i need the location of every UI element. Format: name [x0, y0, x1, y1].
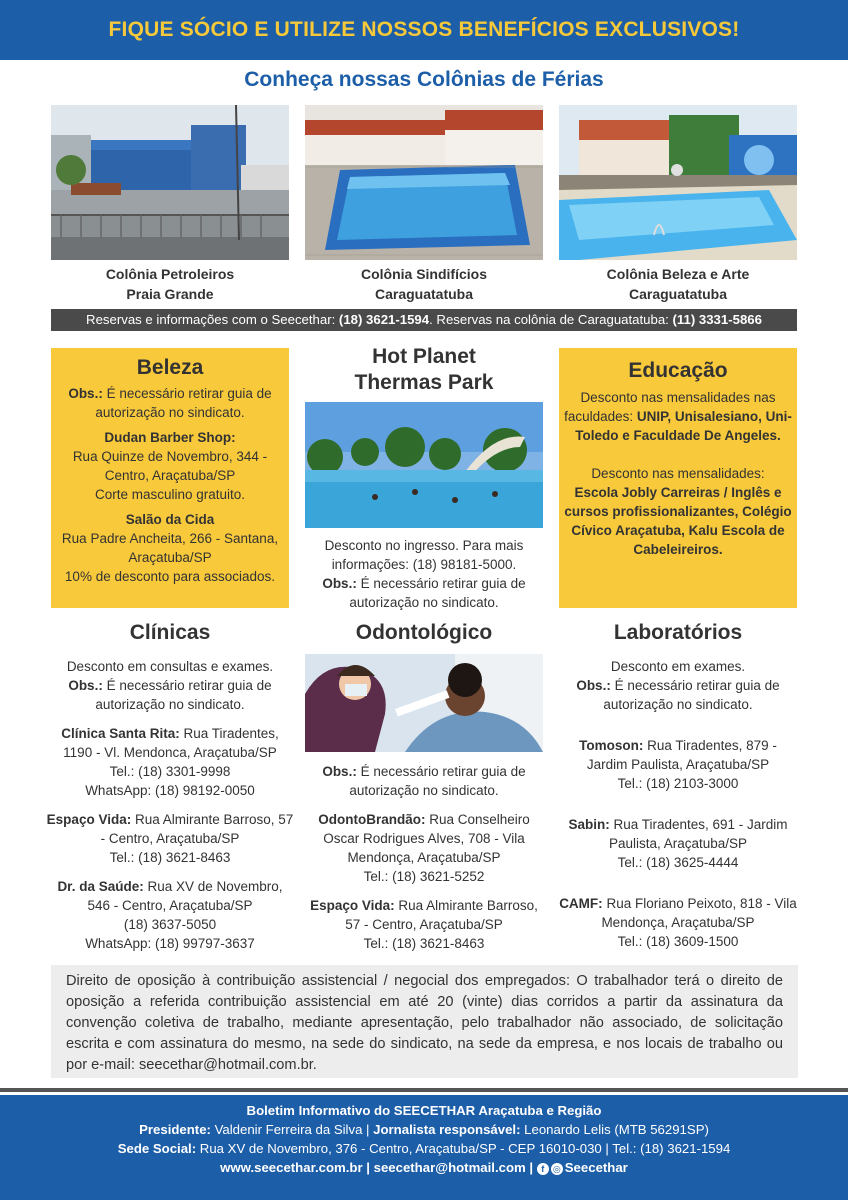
top-banner — [0, 0, 848, 60]
banner-text: FIQUE SÓCIO E UTILIZE NOSSOS BENEFÍCIOS EXCLUSIVOS! — [108, 18, 740, 41]
colonia-sindificios-photo — [305, 105, 543, 260]
beleza-obs — [51, 384, 289, 422]
saude-whats: WhatsApp: (18) 99797-3637 — [85, 936, 255, 951]
hotplanet-text: Desconto no ingresso. Para mais informações: (18) 98181-5000. — [324, 538, 524, 572]
hotplanet-obs-label: Obs.: — [322, 576, 357, 591]
clinicas-obs-label: Obs.: — [68, 678, 103, 693]
educacao-faculdades — [559, 388, 797, 445]
facebook-icon[interactable]: f — [537, 1163, 549, 1175]
colonia-beleza-arte-photo — [559, 105, 797, 260]
colonia-sindificios-place: Caraguatatuba — [374, 286, 474, 302]
clinicas-title: Clínicas — [129, 621, 211, 644]
tomoson-tel: Tel.: (18) 2103-3000 — [617, 776, 739, 791]
odonto-title: Odontológico — [355, 621, 493, 644]
clinica-espaco-name: Espaço Vida: — [46, 812, 132, 827]
hotplanet-title-2: Thermas Park — [354, 371, 494, 394]
dudan-name: Dudan Barber Shop: — [104, 430, 236, 445]
colonia-petroleiros-name: Colônia Petroleiros — [105, 266, 235, 282]
colonia-sindificios — [305, 105, 543, 304]
beleza-box — [51, 348, 289, 608]
brandao-text: Rua Conselheiro Oscar Rodrigues Alves, 708 - Vila Mendonça, Araçatuba/SP — [323, 812, 530, 865]
clinicas-obs — [46, 676, 294, 714]
sabin-name: Sabin: — [568, 817, 610, 832]
dudan-address: Rua Quinze de Novembro, 344 - Centro, Araçatuba/SP — [72, 449, 268, 483]
presidente-name: Valdenir Ferreira da Silva | — [210, 1122, 374, 1137]
tomoson-name: Tomoson: — [579, 738, 644, 753]
direito-oposicao-note: Direito de oposição à contribuição assistencial / negocial dos empregados: O trabalhador terá o direito de oposição a referida contribuição assistencial em até 20 (vinte) dias corridos a partir da assinatura da convenção coletiva de trabalho, mediante apresentação, pelo trabalhador não associado, de solicitação escrita e com assinatura do mesmo, na sede do sindicato, na sede da empresa, e nos locais de trabalho ou por e-mail: seecethar@hotmail.com.br. — [51, 965, 798, 1078]
cida-address: Rua Padre Ancheita, 266 - Santana, Araçatuba/SP — [61, 531, 279, 565]
reservas-bar — [51, 309, 797, 331]
colonia-petroleiros — [51, 105, 289, 304]
beleza-obs-label: Obs.: — [68, 386, 103, 401]
presidente-label: Presidente: — [139, 1122, 211, 1137]
clinica-espaco-vida — [46, 810, 294, 867]
hotplanet-obs-text: É necessário retirar guia de autorização no sindicato. — [349, 576, 526, 610]
educacao-p2-bold: Escola Jobly Carreiras / Inglês e cursos profissionalizantes, Colégio Cívico Araçatuba, Kalu Escola de Cabeleireiros. — [564, 485, 792, 557]
beleza-obs-text: É necessário retirar guia de autorização no sindicato. — [95, 386, 272, 420]
clinicas-section — [46, 621, 294, 953]
clinicas-obs-text: É necessário retirar guia de autorização no sindicato. — [95, 678, 272, 712]
footer-links — [0, 1158, 848, 1177]
colonia-beleza-arte-place: Caraguatatuba — [628, 286, 728, 302]
tomoson-text: Rua Tiradentes, 879 - Jardim Paulista, Araçatuba/SP — [586, 738, 777, 772]
reservas-text1: Reservas e informações com o Seecethar: — [86, 312, 339, 327]
santa-rita-name: Clínica Santa Rita: — [61, 726, 180, 741]
camf-name: CAMF: — [559, 896, 603, 911]
saude-name: Dr. da Saúde: — [57, 879, 144, 894]
brandao-name: OdontoBrandão: — [318, 812, 426, 827]
odonto-espaco-tel: Tel.: (18) 3621-8463 — [363, 936, 485, 951]
footer-sede — [0, 1139, 848, 1158]
odonto-photo — [305, 654, 543, 752]
beleza-dudan — [51, 428, 289, 504]
sabin-tel: Tel.: (18) 3625-4444 — [617, 855, 739, 870]
lab-camf — [559, 894, 797, 951]
educacao-p1-text: Desconto nas mensalidades nas faculdades: — [564, 390, 776, 424]
clinica-dr-saude — [46, 877, 294, 953]
odonto-espaco-text: Rua Almirante Barroso, 57 - Centro, Araçatuba/SP — [345, 898, 538, 932]
educacao-p2-text: Desconto nas mensalidades: — [591, 466, 765, 481]
lab-tomoson — [559, 736, 797, 793]
beleza-title: Beleza — [136, 356, 204, 379]
santa-rita-tel: Tel.: (18) 3301-9998 — [109, 764, 231, 779]
sabin-text: Rua Tiradentes, 691 - Jardim Paulista, Araçatuba/SP — [608, 817, 788, 851]
laboratorios-section — [559, 621, 797, 951]
clinica-espaco-tel: Tel.: (18) 3621-8463 — [109, 850, 231, 865]
odonto-brandao — [305, 810, 543, 886]
footer-title: Boletim Informativo do SEECETHAR Araçatuba e Região — [246, 1103, 602, 1118]
educacao-p1-bold: UNIP, Unisalesiano, Uni-Toledo e Faculdade De Angeles. — [575, 409, 792, 443]
clinica-espaco-text: Rua Almirante Barroso, 57 - Centro, Araçatuba/SP — [100, 812, 294, 846]
santa-rita-text: Rua Tiradentes, 1190 - Vl. Mendonca, Araçatuba/SP — [63, 726, 279, 760]
lab-obs-text: É necessário retirar guia de autorização no sindicato. — [603, 678, 780, 712]
reservas-phone2: (11) 3331-5866 — [672, 312, 762, 327]
jornalista-name: Leonardo Lelis (MTB 56291SP) — [520, 1122, 709, 1137]
santa-rita-whats: WhatsApp: (18) 98192-0050 — [85, 783, 255, 798]
footer-divider — [0, 1088, 848, 1092]
camf-text: Rua Floriano Peixoto, 818 - Vila Mendonça, Araçatuba/SP — [601, 896, 797, 930]
sede-label: Sede Social: — [117, 1141, 197, 1156]
beleza-cida — [51, 510, 289, 586]
footer-social-handle[interactable]: Seecethar — [564, 1160, 628, 1175]
sede-text: Rua XV de Novembro, 376 - Centro, Araçatuba/SP - CEP 16010-030 | Tel.: (18) 3621-1594 — [196, 1141, 731, 1156]
odonto-espaco-vida — [305, 896, 543, 953]
colonia-sindificios-name: Colônia Sindifícios — [360, 266, 487, 282]
footer-links-text: www.seecethar.com.br | seecethar@hotmail.com | — [220, 1160, 537, 1175]
colonia-petroleiros-photo — [51, 105, 289, 260]
clinicas-intro: Desconto em consultas e exames. — [66, 659, 274, 674]
camf-tel: Tel.: (18) 3609-1500 — [617, 934, 739, 949]
odonto-obs-label: Obs.: — [322, 764, 357, 779]
footer — [0, 1095, 848, 1200]
odonto-obs-text: É necessário retirar guia de autorização no sindicato. — [349, 764, 526, 798]
colonias-title: Conheça nossas Colônias de Férias — [244, 68, 604, 91]
lab-obs — [559, 676, 797, 714]
hotplanet-obs — [305, 574, 543, 612]
colonia-beleza-arte-name: Colônia Beleza e Arte — [606, 266, 750, 282]
saude-tel: (18) 3637-5050 — [123, 917, 217, 932]
educacao-title: Educação — [628, 359, 728, 382]
cida-benefit: 10% de desconto para associados. — [64, 569, 276, 584]
hotplanet-photo — [305, 402, 543, 528]
footer-presidente — [0, 1120, 848, 1139]
lab-intro: Desconto em exames. — [610, 659, 746, 674]
educacao-box — [559, 348, 797, 608]
cida-name: Salão da Cida — [125, 512, 215, 527]
colonia-beleza-arte — [559, 105, 797, 304]
instagram-icon[interactable]: ◎ — [551, 1163, 563, 1175]
laboratorios-title: Laboratórios — [613, 621, 743, 644]
reservas-text2: . Reservas na colônia de Caraguatatuba: — [429, 312, 673, 327]
hotplanet-section — [305, 344, 543, 612]
educacao-escolas — [559, 464, 797, 559]
lab-obs-label: Obs.: — [576, 678, 611, 693]
dudan-benefit: Corte masculino gratuito. — [94, 487, 246, 502]
hotplanet-title-1: Hot Planet — [372, 345, 476, 368]
reservas-phone1: (18) 3621-1594 — [338, 312, 430, 327]
brandao-tel: Tel.: (18) 3621-5252 — [363, 869, 485, 884]
odonto-espaco-name: Espaço Vida: — [310, 898, 395, 913]
lab-sabin — [559, 815, 797, 872]
saude-text: Rua XV de Novembro, 546 - Centro, Araçatuba/SP — [87, 879, 283, 913]
clinica-santa-rita — [46, 724, 294, 800]
colonia-petroleiros-place: Praia Grande — [126, 286, 214, 302]
jornalista-label: Jornalista responsável: — [373, 1122, 521, 1137]
odonto-obs — [305, 762, 543, 800]
odonto-section — [305, 621, 543, 953]
